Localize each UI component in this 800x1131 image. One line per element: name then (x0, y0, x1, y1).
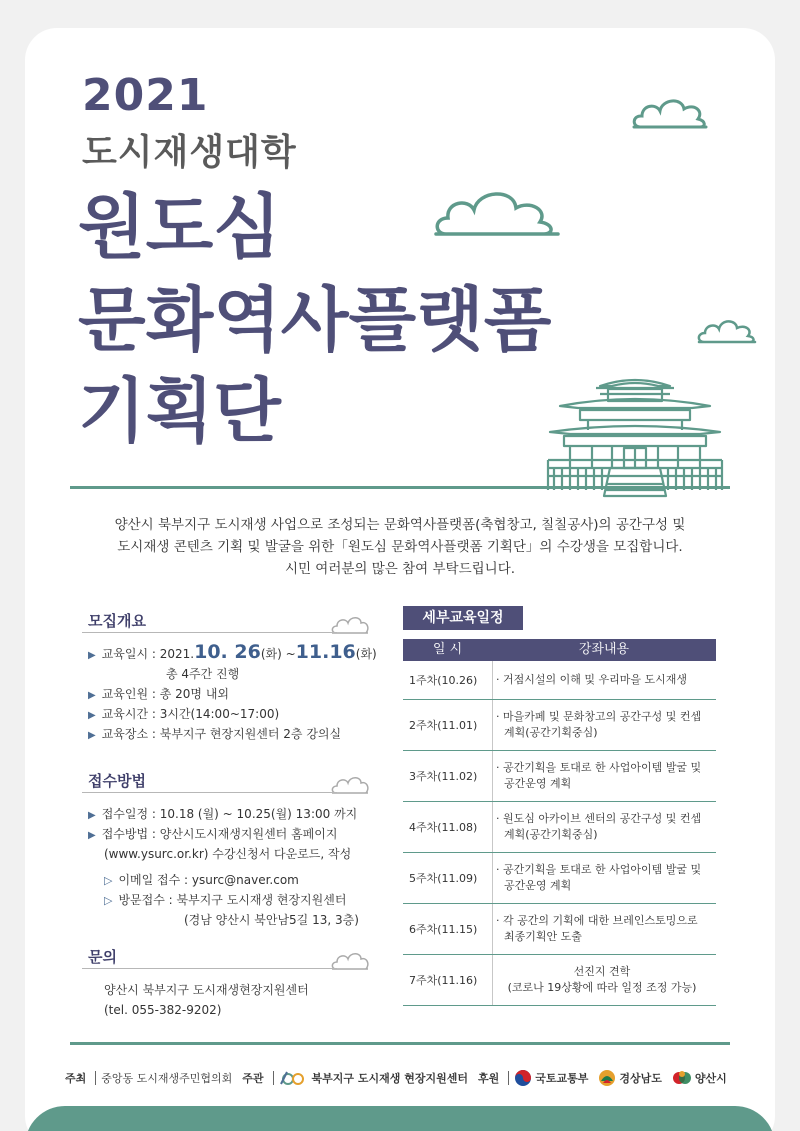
contact-title: 문의 (88, 948, 117, 966)
recruit-date: ▶ 교육일시 : 2021.10. 26(화) ~11.16(화) (88, 641, 377, 663)
contact-org: 양산시 북부지구 도시재생현장지원센터 (104, 983, 309, 997)
apply-title: 접수방법 (88, 772, 146, 790)
organizer-label: 주관 (242, 1072, 264, 1085)
schedule-col-content: 강좌내용 (578, 642, 630, 657)
recruit-date-note: 총 4주간 진행 (166, 667, 240, 681)
yangsan-emblem-icon (672, 1069, 692, 1087)
intro-text (60, 514, 740, 580)
title-line-2: 문화역사플랫폼 (78, 279, 552, 361)
recruit-time: ▶ 교육시간 : 3시간(14:00~17:00) (88, 707, 280, 721)
recruit-place: ▶ 교육장소 : 북부지구 현장지원센터 2층 강의실 (88, 727, 342, 741)
bullet-arrow-icon: ▶ (88, 730, 96, 741)
schedule-col-date: 일 시 (432, 642, 463, 657)
footer-credits (65, 1064, 745, 1092)
bullet-arrow-icon: ▶ (88, 690, 96, 701)
apply-email: ▷ 이메일 접수 : ysurc@naver.com (104, 873, 299, 887)
bullet-arrow-icon: ▶ (88, 830, 96, 841)
sponsor-logo-gyeongnam: 경상남도 (598, 1069, 662, 1087)
sponsor-label: 후원 (477, 1072, 500, 1085)
intro-line-1: 양산시 북부지구 도시재생 사업으로 조성되는 문화역사플랫폼(축협창고, 칠칠공사)의 공간구성 및 (114, 517, 686, 533)
title-line-1: 원도심 (78, 186, 281, 268)
schedule-row: 7주차(11.16) 선진지 견학 (코로나 19상황에 따라 일정 조정 가능) (403, 955, 716, 1006)
organizer-logo: 북부지구 도시재생 현장지원센터 (279, 1070, 468, 1086)
intro-line-3: 시민 여러분의 많은 참여 부탁드립니다. (284, 561, 516, 577)
apply-method: ▶ 접수방법 : 양산시도시재생지원센터 홈페이지 (88, 827, 338, 841)
host-org: 중앙동 도시재생주민협의회 (101, 1072, 233, 1085)
bullet-arrow-icon: ▶ (88, 710, 96, 721)
schedule-row: 5주차(11.09) · 공간기획을 토대로 한 사업아이템 발굴 및 공간운영 계획 (403, 853, 716, 904)
schedule-row: 1주차(10.26) · 거점시설의 이해 및 우리마을 도시재생 (403, 661, 716, 700)
recruit-people: ▶ 교육인원 : 총 20명 내외 (88, 687, 230, 701)
title-subtitle: 도시재생대학 (82, 132, 297, 173)
sponsor-logo-yangsan: 양산시 (672, 1069, 727, 1087)
bullet-triangle-icon: ▷ (104, 874, 113, 887)
apply-method-detail: (www.ysurc.or.kr) 수강신청서 다운로드, 작성 (104, 847, 352, 861)
schedule-row: 6주차(11.15) · 각 공간의 기획에 대한 브레인스토밍으로 최종기획안 도출 (403, 904, 716, 955)
title-line-3: 기획단 (78, 370, 281, 452)
recruit-title: 모집개요 (88, 612, 146, 630)
bullet-arrow-icon: ▶ (88, 650, 96, 661)
cloud-icon (432, 186, 562, 238)
apply-divider (82, 792, 337, 793)
apply-period: ▶ 접수일정 : 10.18 (월) ~ 10.25(월) 13:00 까지 (88, 807, 358, 821)
title-year: 2021 (82, 70, 209, 121)
schedule-header (403, 639, 716, 661)
bullet-triangle-icon: ▷ (104, 894, 113, 907)
schedule-row: 3주차(11.02) · 공간기획을 토대로 한 사업아이템 발굴 및 공간운영 계획 (403, 751, 716, 802)
sponsor-logo-molit: 국토교통부 (514, 1069, 588, 1087)
bottom-band (25, 1106, 775, 1131)
recruit-divider (82, 632, 337, 633)
cloud-icon (630, 95, 710, 131)
host-label: 주최 (65, 1072, 87, 1085)
taegeuk-icon (514, 1069, 532, 1087)
footer-divider (70, 1042, 730, 1045)
pavilion-illustration (540, 372, 730, 500)
schedule-title: 세부교육일정 (403, 606, 523, 630)
schedule-row: 4주차(11.08) · 원도심 아카이브 센터의 공간구성 및 컨셉 계획(공간기획중심) (403, 802, 716, 853)
apply-visit: ▷ 방문접수 : 북부지구 도시재생 현장지원센터 (104, 893, 347, 907)
gyeongnam-emblem-icon (598, 1069, 616, 1087)
schedule-row: 2주차(11.01) · 마을카페 및 문화창고의 공간구성 및 컨셉 계획(공간기획중심) (403, 700, 716, 751)
title-divider (70, 486, 730, 489)
apply-visit-address: (경남 양산시 북안남5길 13, 3층) (184, 913, 359, 927)
intro-line-2: 도시재생 콘텐츠 기획 및 발굴을 위한「원도심 문화역사플랫폼 기획단」의 수강생을 모집합니다. (117, 539, 683, 555)
contact-tel: (tel. 055-382-9202) (104, 1003, 222, 1017)
contact-divider (82, 968, 337, 969)
cloud-icon (696, 317, 758, 345)
bullet-arrow-icon: ▶ (88, 810, 96, 821)
organizer-emblem-icon (279, 1070, 309, 1086)
